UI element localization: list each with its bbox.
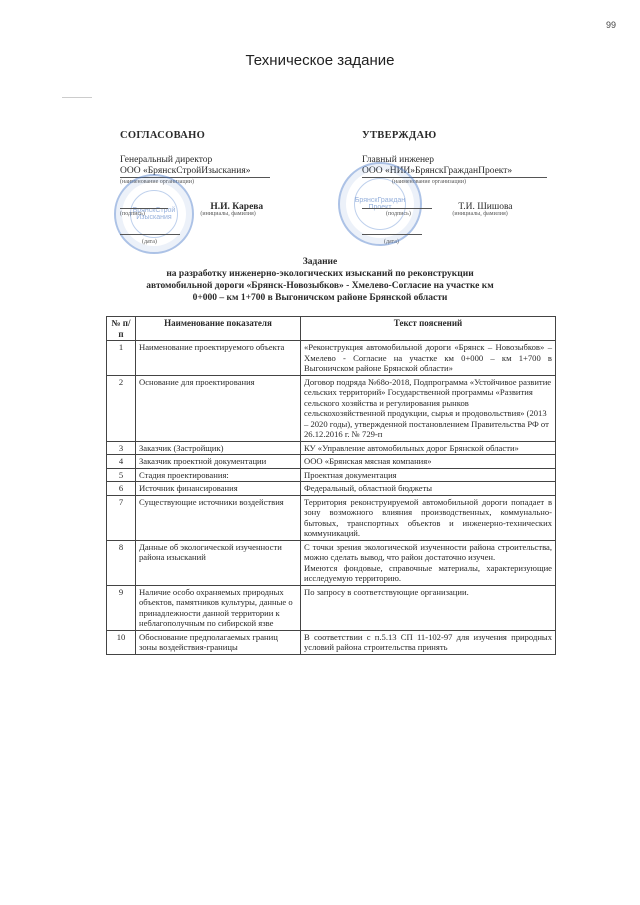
page-number: 99	[605, 20, 616, 30]
row-num: 9	[107, 585, 136, 630]
row-text-para-1: С точки зрения экологической изученности района строительства, можно сделать вывод, что район достаточно изучен.	[304, 541, 552, 562]
row-name: Основание для проектирования	[136, 375, 301, 441]
table-row	[107, 375, 556, 441]
row-name: Данные об экологической изученности района изысканий	[136, 540, 301, 585]
table-row	[107, 495, 556, 540]
table-row	[107, 468, 556, 482]
row-name: Заказчик (Застройщик)	[136, 441, 301, 455]
row-num: 8	[107, 540, 136, 585]
approved-left-name-note: (инициалы, фамилия)	[200, 211, 256, 217]
header-text: Текст пояснений	[301, 317, 556, 341]
approved-right-name-note: (инициалы, фамилия)	[452, 211, 508, 217]
approved-right-sign-note: (подпись)	[386, 211, 411, 217]
row-name: Существующие источники воздействия	[136, 495, 301, 540]
row-text: КУ «Управление автомобильных дорог Брянской области»	[301, 441, 556, 455]
stamp-left-text: БрянскСтрой Изыскания	[132, 207, 176, 221]
stamp-left	[114, 174, 194, 254]
row-num: 7	[107, 495, 136, 540]
row-text: Проектная документация	[301, 468, 556, 482]
left-signature-line	[120, 198, 168, 209]
left-date-line	[120, 226, 180, 235]
table-row	[107, 482, 556, 496]
table-row	[107, 455, 556, 469]
row-text: В соответствии с п.5.13 СП 11-102-97 для изучения природных условий района строительства принять	[301, 630, 556, 654]
row-name: Заказчик проектной документации	[136, 455, 301, 469]
row-num: 2	[107, 375, 136, 441]
table-row	[107, 540, 556, 585]
row-name: Источник финансирования	[136, 482, 301, 496]
scan-artifact	[62, 97, 92, 98]
row-num: 4	[107, 455, 136, 469]
approved-left-date-note: (дата)	[142, 239, 157, 245]
table-row	[107, 585, 556, 630]
right-signature-line	[362, 198, 432, 209]
row-num: 10	[107, 630, 136, 654]
row-text: ООО «Брянская мясная компания»	[301, 455, 556, 469]
row-name: Обоснование предполагаемых границ зоны воздействия-границы	[136, 630, 301, 654]
approved-left-position: Генеральный директор	[120, 155, 213, 165]
stamp-right-text: БрянскГраждан Проект	[354, 197, 406, 211]
approved-right-organization: ООО «НИИ»БрянскГражданПроект»	[362, 166, 547, 178]
page-title: Техническое задание	[245, 52, 395, 69]
header-name: Наименование показателя	[136, 317, 301, 341]
header-num: № п/п	[107, 317, 136, 341]
approved-left-signer: Н.И. Карева	[210, 202, 264, 212]
right-date-line	[362, 226, 422, 235]
approved-right-signer: Т.И. Шишова	[458, 202, 513, 212]
table-header-row	[107, 317, 556, 341]
row-name: Стадия проектирования:	[136, 468, 301, 482]
table-row	[107, 441, 556, 455]
approved-right-position: Главный инженер	[362, 155, 435, 165]
task-heading: Задание	[302, 257, 338, 267]
row-text-para-2: Имеются фондовые, справочные материалы, характеризующие исследуемую территорию.	[304, 562, 552, 583]
approved-left-organization: ООО «БрянскСтройИзыскания»	[120, 166, 270, 178]
task-line-3: 0+000 – км 1+700 в Выгоничском районе Брянской области	[192, 293, 448, 303]
approval-right	[354, 130, 562, 246]
approval-block	[120, 130, 560, 250]
approved-right-org-note: (наименование организации)	[392, 179, 466, 185]
approved-right-heading: УТВЕРЖДАЮ	[362, 130, 437, 141]
approved-left-sign-note: (подпись)	[120, 211, 145, 217]
row-text: Договор подряда №68о-2018, Подпрограмма «Устойчивое развитие сельских территорий» Государственной программы «Развития сельского хозяйства и регулирования рынков сельскохозяйственной продукции, сырья и продовольствия» (2013 – 2020 годы), утвержденной постановлением Правительства РФ от 26.12.2016 г. № 729-п	[301, 375, 556, 441]
row-num: 6	[107, 482, 136, 496]
row-text: «Реконструкция автомобильной дороги «Брянск – Новозыбков» – Хмелево - Согласие на участке км 0+000 – км 1+700 в Выгоничском районе Брянской области»	[301, 341, 556, 376]
row-text: По запросу в соответствующие организации.	[301, 585, 556, 630]
task-heading-block	[0, 256, 640, 304]
row-text	[301, 540, 556, 585]
row-text: Федеральный, областной бюджеты	[301, 482, 556, 496]
approved-right-date-note: (дата)	[384, 239, 399, 245]
row-num: 5	[107, 468, 136, 482]
spec-table	[106, 316, 556, 655]
task-line-2: автомобильной дороги «Брянск-Новозыбков» - Хмелево-Согласие на участке км	[146, 281, 494, 291]
approved-left-heading: СОГЛАСОВАНО	[120, 130, 206, 141]
table-row	[107, 341, 556, 376]
row-num: 3	[107, 441, 136, 455]
row-name: Наличие особо охраняемых природных объектов, памятников культуры, данные о принадлежности данной территории к неблагополучным по сибирской язве	[136, 585, 301, 630]
approved-left-org-note: (наименование организации)	[120, 179, 194, 185]
row-text: Территория реконструируемой автомобильной дороги попадает в зону возможного влияния производственных, коммунально-бытовых, транспортных объектов и инженерно-технических коммуникаций.	[301, 495, 556, 540]
row-num: 1	[107, 341, 136, 376]
approval-left	[120, 130, 300, 246]
table-row	[107, 630, 556, 654]
task-line-1: на разработку инженерно-экологических изысканий по реконструкции	[166, 269, 474, 279]
row-name: Наименование проектируемого объекта	[136, 341, 301, 376]
